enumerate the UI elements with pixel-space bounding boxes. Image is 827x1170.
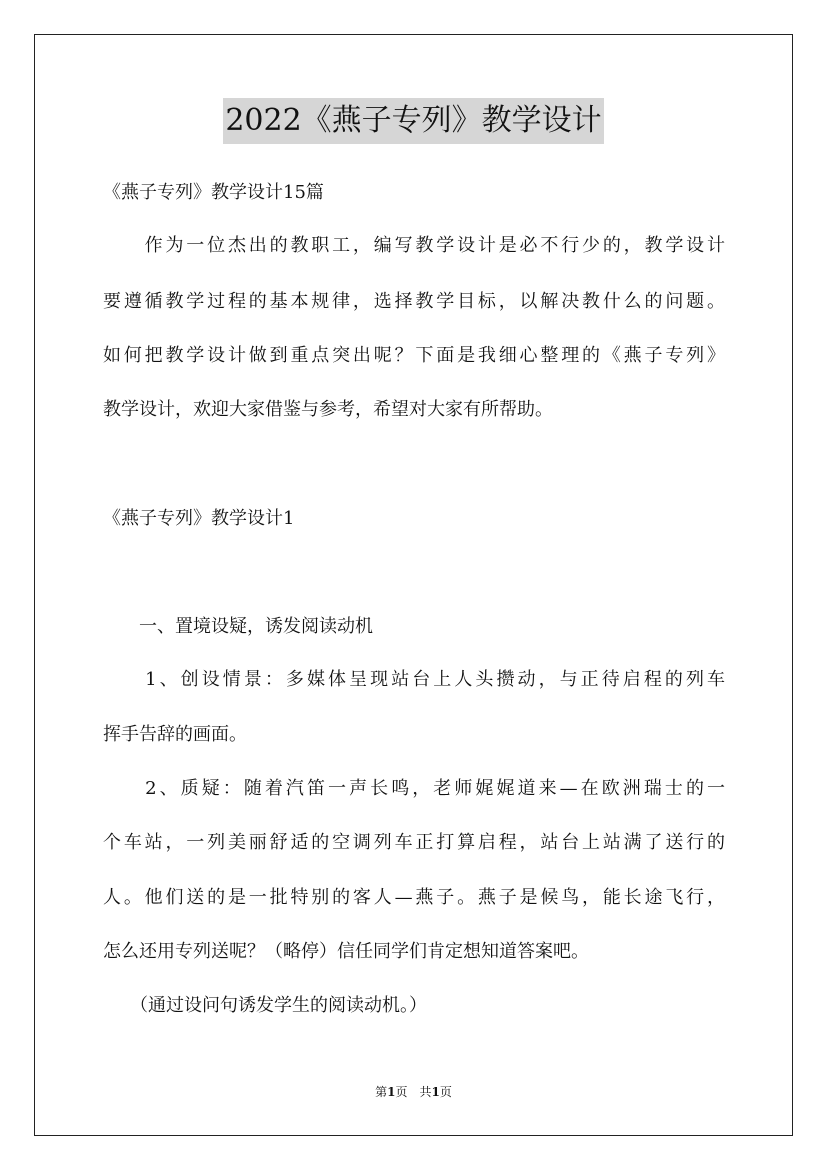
note-line: （通过设问句诱发学生的阅读动机。） <box>103 995 427 1016</box>
item-line: 怎么还用专列送呢？（略停）信任同学们肯定想知道答案吧。 <box>103 941 589 962</box>
page-number: 1 <box>387 1085 396 1099</box>
page-footer <box>0 1084 827 1100</box>
part-heading: 一、置境设疑，诱发阅读动机 <box>103 616 373 637</box>
section-heading: 《燕子专列》教学设计1 <box>103 508 295 529</box>
page-label-pre: 第 <box>375 1085 388 1099</box>
item-line: 人。他们送的是一批特别的客人—燕子。燕子是候鸟，能长途飞行， <box>103 887 725 908</box>
page-total: 1 <box>431 1085 440 1099</box>
intro-line: 作为一位杰出的教职工，编写教学设计是必不行少的，教学设计 <box>103 235 725 256</box>
intro-line: 如何把教学设计做到重点突出呢？下面是我细心整理的《燕子专列》 <box>103 345 725 366</box>
item-line: 1、创设情景：多媒体呈现站台上人头攒动，与正待启程的列车 <box>103 669 725 690</box>
item-line: 挥手告辞的画面。 <box>103 724 247 745</box>
intro-line: 教学设计，欢迎大家借鉴与参考，希望对大家有所帮助。 <box>103 399 553 420</box>
item-line: 个车站，一列美丽舒适的空调列车正打算启程，站台上站满了送行的 <box>103 832 725 853</box>
page-label-mid: 页 共 <box>395 1085 432 1099</box>
document-title: 2022《燕子专列》教学设计 <box>223 98 603 144</box>
document-subtitle: 《燕子专列》教学设计15篇 <box>103 182 324 203</box>
item-line: 2、质疑：随着汽笛一声长鸣，老师娓娓道来—在欧洲瑞士的一 <box>103 778 725 799</box>
page-label-post: 页 <box>439 1085 452 1099</box>
intro-line: 要遵循教学过程的基本规律，选择教学目标，以解决教什么的问题。 <box>103 291 725 312</box>
